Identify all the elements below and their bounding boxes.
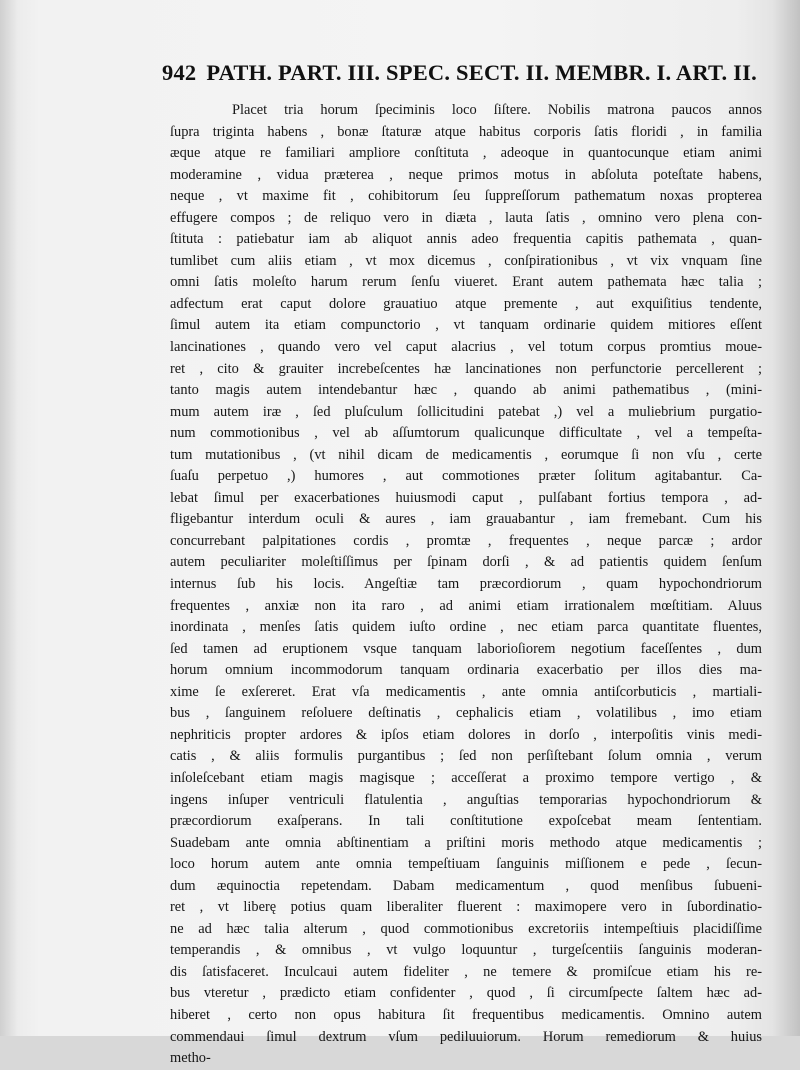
text-line: internus ſub his locis. Angeſtiæ tam præcordiorum , quam hypochondriorum bbox=[170, 576, 762, 593]
text-line: ingens inſuper ventriculi flatulentia , anguſtias temporarias hypochondriorum & bbox=[170, 791, 762, 808]
text-line: inſoleſcebant etiam magis magisque ; acceſſerat a proximo tempore vertigo , & bbox=[170, 769, 762, 786]
text-line: hiberet , certo non opus habitura ſit frequentibus medicamentis. Omnino autem bbox=[170, 1006, 762, 1023]
text-line: dum æquinoctia repetendam. Dabam medicamentum , quod menſibus ſubueni- bbox=[170, 877, 762, 894]
text-line: ſuaſu perpetuo ,) humores , aut commotiones præter ſolitum agitabantur. Ca- bbox=[170, 468, 762, 485]
running-head bbox=[162, 60, 757, 86]
text-line: temperandis , & omnibus , vt vulgo loquuntur , turgeſcentiis ſanguinis moderan- bbox=[170, 942, 762, 959]
text-line: tumlibet cum aliis etiam , vt mox dicemus , conſpirationibus , vt vix vnquam ſine bbox=[170, 252, 762, 269]
text-line: loco horum autem ante omnia tempeſtiuam ſanguinis miſſionem e pede , ſecun- bbox=[170, 856, 762, 873]
text-line: bus , ſanguinem reſoluere deſtinatis , cephalicis etiam , volatilibus , imo etiam bbox=[170, 705, 762, 722]
text-line: præcordiorum exaſperans. In tali conſtitutione expoſcebat meam ſententiam. bbox=[170, 813, 762, 830]
text-line: commendaui ſimul dextrum vſum pediluuiorum. Horum remediorum & huius bbox=[170, 1028, 762, 1045]
text-line: ſed tamen ad eruptionem vsque tanquam laborioſiorem negotium faceſſentes , dum bbox=[170, 640, 762, 657]
text-line: bus vteretur , prædicto etiam confidenter , quod , ſi circumſpecte ſaltem hæc ad- bbox=[170, 985, 762, 1002]
text-line: tanto magis autem intendebantur hæc , quando ab animi pathematibus , (mini- bbox=[170, 382, 762, 399]
text-line: omni ſatis moleſto harum rerum ſenſu viueret. Erant autem pathemata hæc talia ; bbox=[170, 274, 762, 291]
text-line: num commotionibus , vel ab aſſumtorum qualicunque difficultate , vel a tempeſta- bbox=[170, 425, 762, 442]
body-text bbox=[170, 100, 762, 1070]
text-line: inordinata , menſes ſatis quidem iuſto ordine , nec etiam parca quantitate fluentes, bbox=[170, 619, 762, 636]
text-line: mum autem iræ , ſed pluſculum ſollicitudini patebat ,) vel a muliebrium purgatio- bbox=[170, 403, 762, 420]
text-line: moderamine , vidua præterea , neque primos motus in abſoluta poteſtate habens, bbox=[170, 166, 762, 183]
text-line: æque atque re familiari ampliore conſtituta , adeoque in quantocunque etiam animi bbox=[170, 145, 762, 162]
text-line: lancinationes , quando vero vel caput alacrius , vel totum corpus promtius moue- bbox=[170, 339, 762, 356]
text-line: fligebantur interdum oculi & aures , iam grauabantur , iam fremebant. Cum his bbox=[170, 511, 762, 528]
text-line: ret , cito & grauiter increbeſcentes hæ lancinationes non perfunctorie percellerent ; bbox=[170, 360, 762, 377]
text-line: ſtituta : patiebatur iam ab aliquot annis adeo frequentia capitis pathemata , quan- bbox=[170, 231, 762, 248]
text-line: concurrebant palpitationes cordis , promtæ , frequentes , neque parcæ ; ardor bbox=[170, 532, 762, 549]
text-line: Placet tria horum ſpeciminis loco ſiſtere. Nobilis matrona paucos annos bbox=[232, 102, 762, 118]
text-line: ſimul autem ita etiam compunctorio , vt tanquam ordinarie quidem mitiores eſſent bbox=[170, 317, 762, 334]
text-line: tum mutationibus , (vt nihil dicam de medicamentis , eorumque ſi non vſu , certe bbox=[170, 446, 762, 463]
text-line: ſupra triginta habens , bonæ ſtaturæ atque habitus corporis ſatis floridi , in familia bbox=[170, 123, 762, 140]
text-line: adfectum erat caput dolore grauatiuo atque premente , aut exquiſitius tendente, bbox=[170, 295, 762, 312]
text-line: horum omnium incommodorum tanquam ordinaria exacerbatio per illos dies ma- bbox=[170, 662, 762, 679]
text-line: lebat ſimul per exacerbationes huiusmodi caput , pulſabant fortius tempora , ad- bbox=[170, 489, 762, 506]
text-line: dis ſatisfaceret. Inculcaui autem fideliter , ne temere & promiſcue etiam his re- bbox=[170, 963, 762, 980]
text-line: frequentes , anxiæ non ita raro , ad animi etiam irrationalem mœſtitiam. Aluus bbox=[170, 597, 762, 614]
page-number: 942 bbox=[162, 60, 197, 85]
text-line: xime ſe exſereret. Erat vſa medicamentis , ante omnia antiſcorbuticis , martiali- bbox=[170, 683, 762, 700]
text-line: metho- bbox=[170, 1050, 211, 1067]
text-line: effugere compos ; de reliquo vero in diæta , lauta ſatis , omnino vero plena con- bbox=[170, 209, 762, 226]
text-line: ret , vt liberę potius quam liberaliter fluerent : maximopere vero in ſubordinatio- bbox=[170, 899, 762, 916]
text-line: nephriticis propter ardores & ipſos etiam dolores in dorſo , interpoſitis vinis medi- bbox=[170, 726, 762, 743]
text-line: ne ad hæc talia alterum , quod commotionibus excretoriis intempeſtiuis placidiſſime bbox=[170, 920, 762, 937]
running-title: PATH. PART. III. SPEC. SECT. II. MEMBR. I. ART. II. bbox=[206, 60, 757, 85]
text-line: Suadebam ante omnia abſtinentiam a priſtini moris methodo atque medicamentis ; bbox=[170, 834, 762, 851]
text-line: neque , vt maxime fit , cohibitorum ſeu ſuppreſſorum pathematum noxas propterea bbox=[170, 188, 762, 205]
text-line: autem peculiariter moleſtiſſimus per ſpinam dorſi , & ad patientis quidem ſenſum bbox=[170, 554, 762, 571]
text-line: catis , & aliis formulis purgantibus ; ſed non perſiſtebant ſolum omnia , verum bbox=[170, 748, 762, 765]
